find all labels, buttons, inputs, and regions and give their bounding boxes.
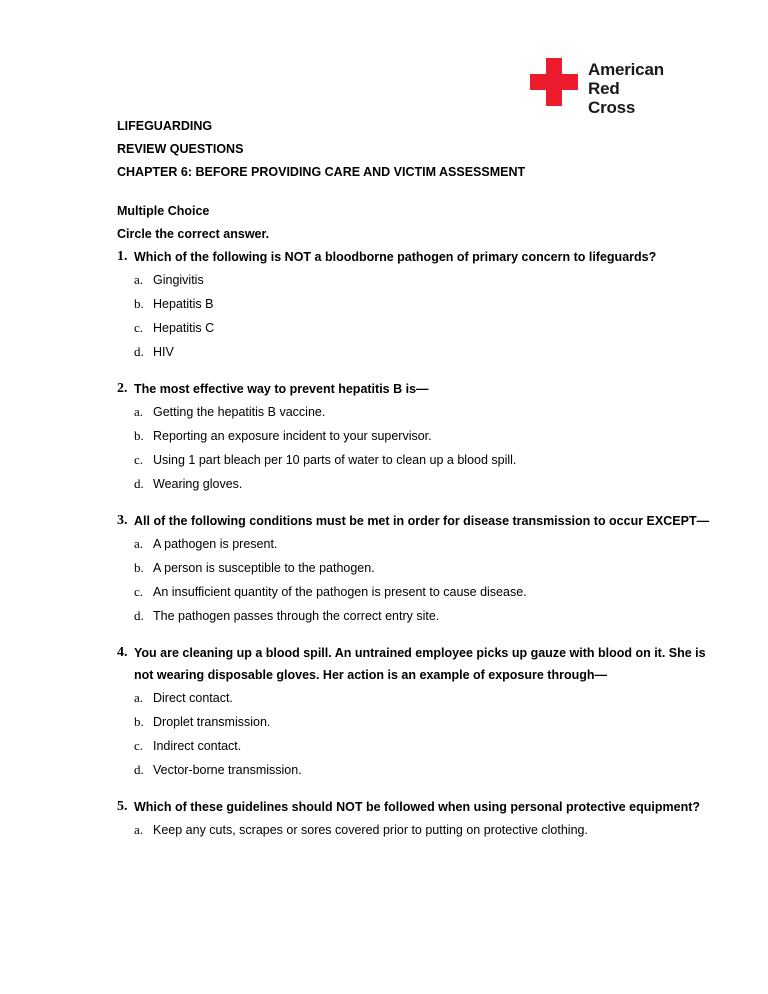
option-letter: d. bbox=[134, 762, 144, 777]
question-item bbox=[117, 642, 717, 782]
answer-option[interactable] bbox=[117, 268, 717, 292]
document-title: LIFEGUARDING bbox=[117, 119, 213, 133]
question-stem bbox=[117, 510, 717, 532]
option-letter: c. bbox=[134, 452, 144, 467]
option-letter: b. bbox=[134, 428, 144, 443]
question-number: 1. bbox=[117, 249, 128, 264]
option-text: Reporting an exposure incident to your supervisor. bbox=[153, 429, 432, 443]
question-item bbox=[117, 246, 717, 364]
option-letter: d. bbox=[134, 608, 144, 623]
question-stem bbox=[117, 378, 717, 400]
option-text: Wearing gloves. bbox=[153, 477, 243, 491]
option-text: The pathogen passes through the correct entry site. bbox=[153, 609, 440, 623]
question-text: The most effective way to prevent hepatitis B is— bbox=[134, 382, 429, 396]
question-text: Which of the following is NOT a bloodborne pathogen of primary concern to lifeguards? bbox=[134, 250, 657, 264]
document-header bbox=[117, 115, 525, 184]
answer-option[interactable] bbox=[117, 686, 717, 710]
option-text: Getting the hepatitis B vaccine. bbox=[153, 405, 326, 419]
option-text: Direct contact. bbox=[153, 691, 233, 705]
answer-option[interactable] bbox=[117, 734, 717, 758]
question-item bbox=[117, 378, 717, 496]
red-cross-icon bbox=[530, 58, 578, 106]
option-text: Droplet transmission. bbox=[153, 715, 271, 729]
question-number: 2. bbox=[117, 381, 128, 396]
answer-option[interactable] bbox=[117, 448, 717, 472]
option-text: Vector-borne transmission. bbox=[153, 763, 302, 777]
logo-line-2: Red Cross bbox=[588, 79, 636, 117]
option-letter: c. bbox=[134, 320, 144, 335]
section-header bbox=[117, 200, 269, 246]
option-text: Hepatitis B bbox=[153, 297, 214, 311]
option-letter: a. bbox=[134, 536, 144, 551]
question-item bbox=[117, 510, 717, 628]
question-number: 5. bbox=[117, 799, 128, 814]
answer-option[interactable] bbox=[117, 580, 717, 604]
question-text: You are cleaning up a blood spill. An untrained employee picks up gauze with blood on it. She is not wearing disposable gloves. Her action is an example of exposure through— bbox=[134, 646, 706, 682]
question-number: 4. bbox=[117, 645, 128, 660]
chapter-title: CHAPTER 6: BEFORE PROVIDING CARE AND VICTIM ASSESSMENT bbox=[117, 165, 526, 179]
question-number: 3. bbox=[117, 513, 128, 528]
answer-option[interactable] bbox=[117, 400, 717, 424]
question-stem bbox=[117, 246, 717, 268]
option-text: Using 1 part bleach per 10 parts of water to clean up a blood spill. bbox=[153, 453, 517, 467]
option-text: A pathogen is present. bbox=[153, 537, 278, 551]
answer-option[interactable] bbox=[117, 292, 717, 316]
answer-option[interactable] bbox=[117, 556, 717, 580]
option-letter: b. bbox=[134, 714, 144, 729]
answer-option[interactable] bbox=[117, 710, 717, 734]
question-text: All of the following conditions must be met in order for disease transmission to occur EXCEPT— bbox=[134, 514, 710, 528]
logo-text bbox=[588, 60, 670, 117]
option-text: HIV bbox=[153, 345, 174, 359]
logo-line-1: American bbox=[588, 60, 664, 79]
option-letter: c. bbox=[134, 738, 144, 753]
answer-option[interactable] bbox=[117, 818, 717, 842]
question-text: Which of these guidelines should NOT be followed when using personal protective equipment? bbox=[134, 800, 701, 814]
answer-option[interactable] bbox=[117, 424, 717, 448]
option-text: Keep any cuts, scrapes or sores covered prior to putting on protective clothing. bbox=[153, 823, 588, 837]
question-list bbox=[117, 246, 717, 856]
answer-option[interactable] bbox=[117, 604, 717, 628]
option-letter: a. bbox=[134, 272, 144, 287]
section-instruction: Circle the correct answer. bbox=[117, 227, 270, 241]
option-text: Hepatitis C bbox=[153, 321, 215, 335]
question-stem bbox=[117, 642, 717, 686]
option-letter: a. bbox=[134, 404, 144, 419]
option-text: Gingivitis bbox=[153, 273, 204, 287]
option-text: Indirect contact. bbox=[153, 739, 242, 753]
option-letter: b. bbox=[134, 296, 144, 311]
question-item bbox=[117, 796, 717, 842]
answer-option[interactable] bbox=[117, 316, 717, 340]
option-letter: c. bbox=[134, 584, 144, 599]
question-stem bbox=[117, 796, 717, 818]
option-text: A person is susceptible to the pathogen. bbox=[153, 561, 375, 575]
answer-option[interactable] bbox=[117, 472, 717, 496]
option-letter: a. bbox=[134, 690, 144, 705]
option-letter: d. bbox=[134, 476, 144, 491]
red-cross-logo bbox=[530, 58, 670, 117]
answer-option[interactable] bbox=[117, 758, 717, 782]
document-subtitle: REVIEW QUESTIONS bbox=[117, 142, 244, 156]
answer-option[interactable] bbox=[117, 532, 717, 556]
section-heading: Multiple Choice bbox=[117, 204, 210, 218]
answer-option[interactable] bbox=[117, 340, 717, 364]
option-letter: a. bbox=[134, 822, 144, 837]
option-text: An insufficient quantity of the pathogen is present to cause disease. bbox=[153, 585, 527, 599]
option-letter: d. bbox=[134, 344, 144, 359]
option-letter: b. bbox=[134, 560, 144, 575]
